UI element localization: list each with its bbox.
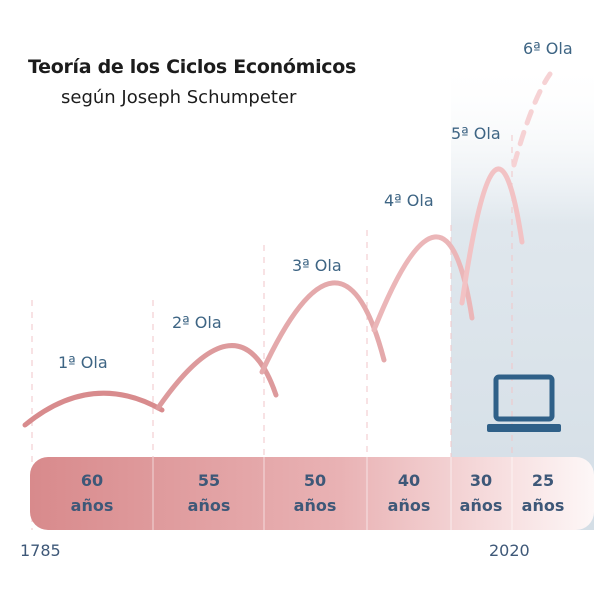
segment-duration: 60 — [80, 471, 104, 490]
wave-curve-2 — [158, 346, 276, 408]
segment-duration: 40 — [397, 471, 421, 490]
segment-duration: 25 — [531, 471, 555, 490]
segment-duration: 55 — [197, 471, 221, 490]
wave-curve-3 — [262, 283, 384, 372]
segment-unit: años — [459, 496, 503, 515]
diagram-subtitle: según Joseph Schumpeter — [61, 87, 297, 108]
segment-unit: años — [521, 496, 565, 515]
wave-label-5: 5ª Ola — [451, 124, 501, 143]
segment-duration: 50 — [303, 471, 327, 490]
wave-curve-1 — [25, 393, 162, 425]
segment-duration: 30 — [469, 471, 493, 490]
segment-unit: años — [187, 496, 231, 515]
segment-unit: años — [293, 496, 337, 515]
diagram-title: Teoría de los Ciclos Económicos — [28, 56, 357, 78]
wave-label-3: 3ª Ola — [292, 256, 342, 275]
start-year: 1785 — [20, 541, 61, 560]
wave-label-6: 6ª Ola — [523, 39, 573, 58]
segment-unit: años — [70, 496, 114, 515]
wave-label-1: 1ª Ola — [58, 353, 108, 372]
wave-label-2: 2ª Ola — [172, 313, 222, 332]
wave-label-4: 4ª Ola — [384, 191, 434, 210]
segment-unit: años — [387, 496, 431, 515]
duration-bar — [30, 457, 594, 530]
end-year: 2020 — [489, 541, 530, 560]
